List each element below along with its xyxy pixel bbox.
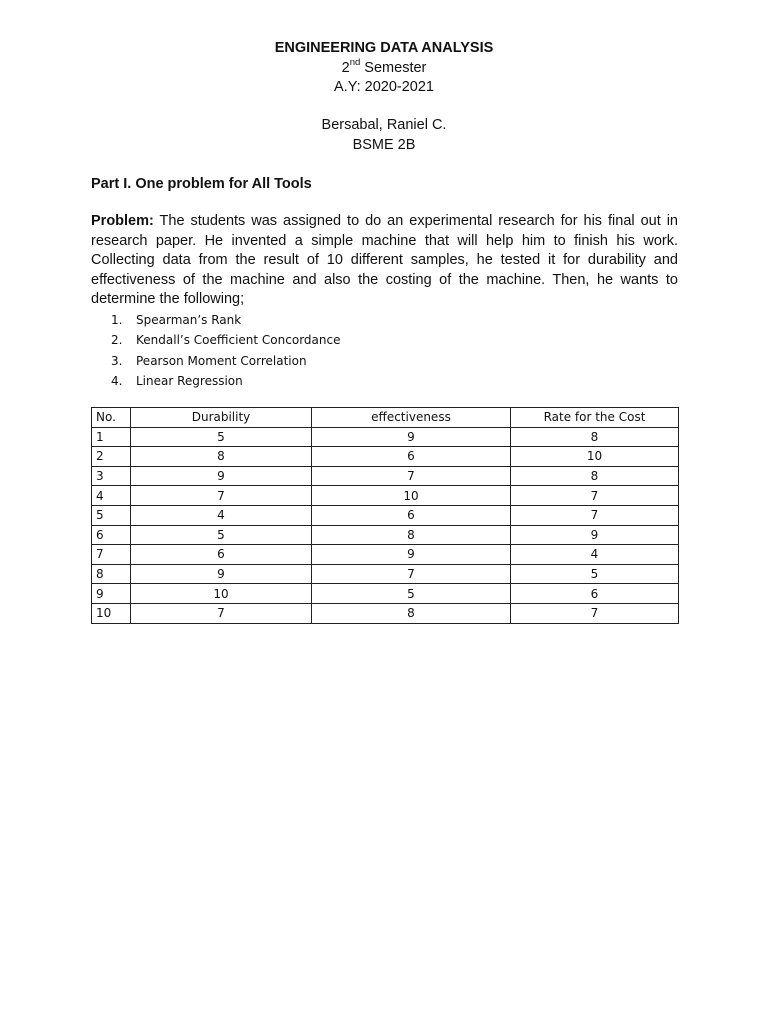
table-row [92, 466, 679, 486]
cell-effectiveness: 8 [312, 525, 511, 545]
table-row [92, 447, 679, 467]
cell-durability: 7 [131, 603, 312, 623]
semester-word: Semester [360, 59, 427, 76]
cell-durability: 8 [131, 447, 312, 467]
academic-year: A.Y: 2020-2021 [334, 79, 434, 95]
list-item-number: 3. [111, 353, 123, 368]
list-item-label: Spearman’s Rank [136, 313, 242, 327]
problem-label: Problem: [91, 213, 154, 229]
list-item-number: 4. [111, 373, 123, 388]
cell-effectiveness: 9 [312, 545, 511, 565]
list-item-label: Linear Regression [136, 373, 243, 388]
table-row [92, 603, 679, 623]
tools-list [111, 310, 340, 391]
column-header-rate-cost: Rate for the Cost [511, 408, 679, 428]
cell-effectiveness: 7 [312, 564, 511, 584]
column-header-durability: Durability [131, 408, 312, 428]
semester-number: 2 [341, 59, 350, 76]
table-row [92, 545, 679, 565]
table-row [92, 584, 679, 604]
cell-durability: 9 [131, 466, 312, 486]
cell-durability: 5 [131, 427, 312, 447]
list-item [111, 310, 340, 330]
semester-ordinal: nd [349, 56, 361, 68]
cell-no: 2 [92, 447, 131, 467]
cell-effectiveness: 9 [312, 427, 511, 447]
author-block [0, 116, 768, 155]
document-header [0, 39, 768, 98]
cell-effectiveness: 8 [312, 603, 511, 623]
column-header-effectiveness: effectiveness [312, 408, 511, 428]
cell-effectiveness: 5 [312, 584, 511, 604]
problem-text: The students was assigned to do an experimental research for his final out in research paper. He invented a simple machine that will help him to finish his work. Collecting data from the result of 10 different samples, he tested it for durability and effectiveness of the machine and also the costing of the machine. Then, he wants to determine the following; [91, 213, 678, 307]
author-name: Bersabal, Raniel C. [321, 117, 447, 133]
cell-durability: 9 [131, 564, 312, 584]
list-item [111, 371, 340, 391]
cell-rate-cost: 8 [511, 427, 679, 447]
cell-durability: 6 [131, 545, 312, 565]
semester-line [0, 56, 768, 79]
cell-durability: 10 [131, 584, 312, 604]
table-header-row [92, 408, 679, 428]
cell-no: 10 [92, 603, 131, 623]
table-row [92, 486, 679, 506]
cell-no: 8 [92, 564, 131, 584]
cell-rate-cost: 9 [511, 525, 679, 545]
list-item-label: Kendall’s Coefficient Concordance [136, 333, 341, 348]
table-row [92, 525, 679, 545]
table-row [92, 427, 679, 447]
cell-rate-cost: 4 [511, 545, 679, 565]
list-item [111, 330, 340, 350]
cell-rate-cost: 10 [511, 447, 679, 467]
cell-rate-cost: 8 [511, 466, 679, 486]
cell-no: 3 [92, 466, 131, 486]
cell-effectiveness: 7 [312, 466, 511, 486]
list-item-label: Pearson Moment Correlation [136, 353, 307, 368]
list-item [111, 351, 340, 371]
cell-effectiveness: 6 [312, 505, 511, 525]
cell-no: 6 [92, 525, 131, 545]
table-row [92, 505, 679, 525]
column-header-no: No. [92, 408, 131, 428]
cell-no: 1 [92, 427, 131, 447]
table-row [92, 564, 679, 584]
cell-no: 7 [92, 545, 131, 565]
cell-rate-cost: 7 [511, 505, 679, 525]
cell-rate-cost: 5 [511, 564, 679, 584]
cell-no: 5 [92, 505, 131, 525]
section-label: BSME 2B [352, 136, 416, 153]
cell-rate-cost: 7 [511, 486, 679, 506]
course-title: ENGINEERING DATA ANALYSIS [274, 40, 494, 56]
data-table [91, 407, 679, 624]
cell-effectiveness: 6 [312, 447, 511, 467]
cell-durability: 4 [131, 505, 312, 525]
cell-no: 9 [92, 584, 131, 604]
cell-durability: 5 [131, 525, 312, 545]
problem-statement [91, 212, 678, 310]
cell-no: 4 [92, 486, 131, 506]
cell-effectiveness: 10 [312, 486, 511, 506]
cell-rate-cost: 6 [511, 584, 679, 604]
cell-rate-cost: 7 [511, 603, 679, 623]
part-heading: Part I. One problem for All Tools [91, 176, 312, 192]
list-item-number: 2. [111, 333, 123, 348]
list-item-number: 1. [111, 313, 123, 327]
cell-durability: 7 [131, 486, 312, 506]
